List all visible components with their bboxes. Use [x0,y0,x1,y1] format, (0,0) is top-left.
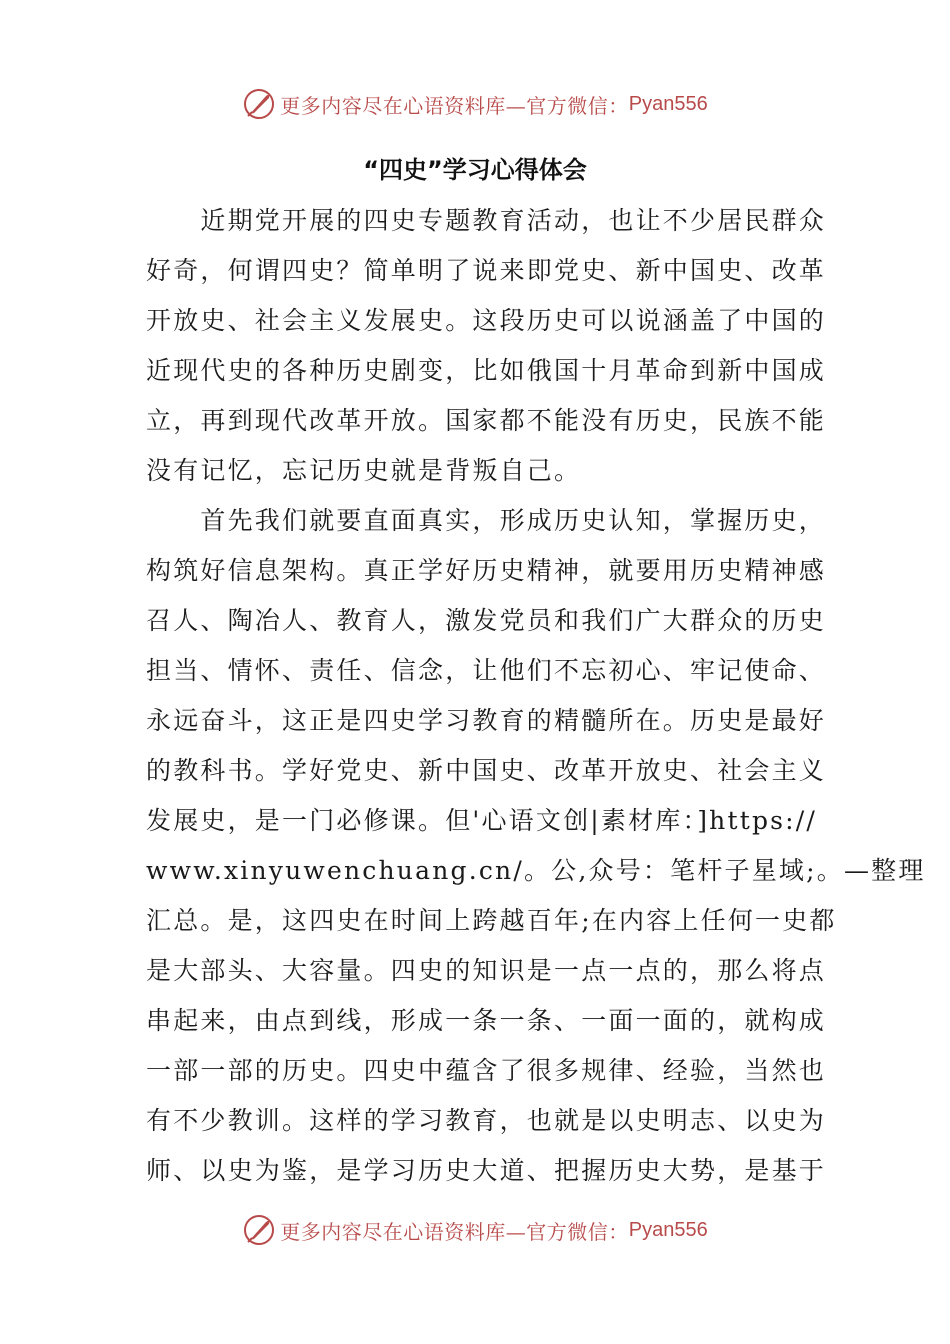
header-banner [0,84,950,124]
paragraph-2 [146,496,926,1196]
text-line: 好奇，何谓四史？简单明了说来即党史、新中国史、改革 [146,256,827,285]
text-line: 有不少教训。这样的学习教育，也就是以史明志、以史为 [146,1106,827,1135]
header-wechat-id: Pyan556 [628,92,708,115]
text-line: 构筑好信息架构。真正学好历史精神，就要用历史精神感 [146,556,827,585]
document-title: “四史”学习心得体会 [363,156,587,184]
text-line: 师、以史为鉴，是学习历史大道、把握历史大势，是基于 [146,1156,827,1185]
text-line: 发展史，是一门必修课。但'心语文创|素材库：]https:// [146,806,818,835]
text-line: www.xinyuwenchuang.cn/。公,众号：笔杆子星域;。—整理 [146,856,926,885]
text-line: 永远奋斗，这正是四史学习教育的精髓所在。历史是最好 [146,706,827,735]
text-line: 串起来，由点到线，形成一条一条、一面一面的，就构成 [146,1006,827,1035]
text-line: 召人、陶冶人、教育人，激发党员和我们广大群众的历史 [146,606,827,635]
text-line: 的教科书。学好党史、新中国史、改革开放史、社会主义 [146,756,827,785]
text-line: 汇总。是，这四史在时间上跨越百年;在内容上任何一史都 [146,906,837,935]
text-line: 担当、情怀、责任、信念，让他们不忘初心、牢记使命、 [146,656,827,685]
text-line: 首先我们就要直面真实，形成历史认知，掌握历史， [146,506,827,535]
text-line: 一部一部的历史。四史中蕴含了很多规律、经验，当然也 [146,1056,827,1085]
footer-banner [0,1210,950,1250]
paragraph-1 [146,196,827,496]
text-line: 开放史、社会主义发展史。这段历史可以说涵盖了中国的 [146,306,827,335]
text-line: 是大部头、大容量。四史的知识是一点一点的，那么将点 [146,956,827,985]
header-banner-text: 更多内容尽在心语资料库—官方微信： [280,93,629,118]
quill-logo-icon [242,87,276,121]
text-line: 立，再到现代改革开放。国家都不能没有历史，民族不能 [146,406,827,435]
footer-banner-text: 更多内容尽在心语资料库—官方微信： [280,1219,629,1244]
text-line: 没有记忆，忘记历史就是背叛自己。 [146,456,582,485]
footer-wechat-id: Pyan556 [628,1218,708,1241]
quill-logo-icon [242,1213,276,1247]
text-line: 近期党开展的四史专题教育活动，也让不少居民群众 [146,206,827,235]
text-line: 近现代史的各种历史剧变，比如俄国十月革命到新中国成 [146,356,827,385]
